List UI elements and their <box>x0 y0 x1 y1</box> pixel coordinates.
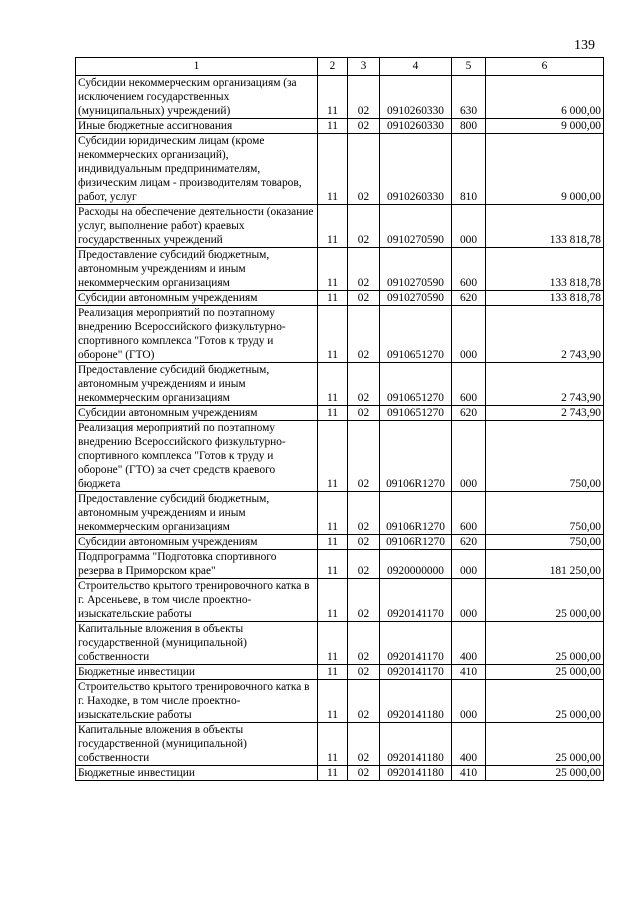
table-row <box>76 421 604 492</box>
row-subsection: 02 <box>348 205 380 248</box>
table-row <box>76 723 604 766</box>
table-row <box>76 579 604 622</box>
row-target-code: 0910260330 <box>380 134 452 205</box>
row-name: Бюджетные инвестиции <box>76 766 318 781</box>
row-name: Подпрограмма "Подготовка спортивного резерва в Приморском крае" <box>76 550 318 579</box>
row-section: 11 <box>318 766 348 781</box>
row-name: Предоставление субсидий бюджетным, автономным учреждениям и иным некоммерческим организациям <box>76 492 318 535</box>
row-expense-type: 620 <box>452 406 486 421</box>
row-name: Субсидии автономным учреждениям <box>76 535 318 550</box>
row-amount: 9 000,00 <box>486 119 604 134</box>
table-row <box>76 205 604 248</box>
row-name: Капитальные вложения в объекты государственной (муниципальной) собственности <box>76 622 318 665</box>
row-name: Субсидии автономным учреждениям <box>76 291 318 306</box>
row-section: 11 <box>318 248 348 291</box>
row-subsection: 02 <box>348 363 380 406</box>
row-target-code: 0910651270 <box>380 406 452 421</box>
row-amount: 750,00 <box>486 535 604 550</box>
row-name: Реализация мероприятий по поэтапному внедрению Всероссийского физкультурно-спортивного комплекса "Готов к труду и обороне" (ГТО) <box>76 306 318 363</box>
row-expense-type: 800 <box>452 119 486 134</box>
row-subsection: 02 <box>348 421 380 492</box>
row-amount: 181 250,00 <box>486 550 604 579</box>
row-target-code: 0920000000 <box>380 550 452 579</box>
row-subsection: 02 <box>348 665 380 680</box>
row-name: Субсидии автономным учреждениям <box>76 406 318 421</box>
row-expense-type: 400 <box>452 723 486 766</box>
row-target-code: 0920141170 <box>380 665 452 680</box>
table-row <box>76 119 604 134</box>
row-amount: 133 818,78 <box>486 248 604 291</box>
row-amount: 25 000,00 <box>486 579 604 622</box>
row-amount: 6 000,00 <box>486 76 604 119</box>
row-amount: 750,00 <box>486 492 604 535</box>
budget-table <box>75 57 604 781</box>
row-subsection: 02 <box>348 550 380 579</box>
table-row <box>76 306 604 363</box>
column-header: 4 <box>380 58 452 76</box>
row-name: Капитальные вложения в объекты государственной (муниципальной) собственности <box>76 723 318 766</box>
column-header: 1 <box>76 58 318 76</box>
row-expense-type: 000 <box>452 421 486 492</box>
row-subsection: 02 <box>348 579 380 622</box>
row-target-code: 0910270590 <box>380 248 452 291</box>
row-subsection: 02 <box>348 535 380 550</box>
header-row <box>76 58 604 76</box>
row-amount: 2 743,90 <box>486 406 604 421</box>
row-section: 11 <box>318 205 348 248</box>
row-amount: 750,00 <box>486 421 604 492</box>
row-target-code: 0920141170 <box>380 622 452 665</box>
row-subsection: 02 <box>348 723 380 766</box>
row-expense-type: 620 <box>452 535 486 550</box>
row-expense-type: 410 <box>452 665 486 680</box>
row-subsection: 02 <box>348 766 380 781</box>
row-section: 11 <box>318 306 348 363</box>
row-name: Предоставление субсидий бюджетным, автономным учреждениям и иным некоммерческим организациям <box>76 363 318 406</box>
row-name: Иные бюджетные ассигнования <box>76 119 318 134</box>
row-subsection: 02 <box>348 622 380 665</box>
row-target-code: 0910260330 <box>380 76 452 119</box>
row-target-code: 0910651270 <box>380 306 452 363</box>
row-expense-type: 810 <box>452 134 486 205</box>
row-amount: 25 000,00 <box>486 622 604 665</box>
column-header: 3 <box>348 58 380 76</box>
row-section: 11 <box>318 492 348 535</box>
row-section: 11 <box>318 291 348 306</box>
table-row <box>76 535 604 550</box>
page-number: 139 <box>574 38 595 53</box>
row-amount: 133 818,78 <box>486 205 604 248</box>
table-row <box>76 134 604 205</box>
row-expense-type: 410 <box>452 766 486 781</box>
row-expense-type: 600 <box>452 248 486 291</box>
row-amount: 9 000,00 <box>486 134 604 205</box>
row-subsection: 02 <box>348 680 380 723</box>
row-name: Субсидии юридическим лицам (кроме некоммерческих организаций), индивидуальным предпринимателям, физическим лицам - производителям товаров, работ, услуг <box>76 134 318 205</box>
row-expense-type: 620 <box>452 291 486 306</box>
row-subsection: 02 <box>348 406 380 421</box>
row-subsection: 02 <box>348 119 380 134</box>
row-expense-type: 000 <box>452 306 486 363</box>
row-expense-type: 000 <box>452 550 486 579</box>
table-row <box>76 363 604 406</box>
row-name: Предоставление субсидий бюджетным, автономным учреждениям и иным некоммерческим организациям <box>76 248 318 291</box>
row-amount: 25 000,00 <box>486 723 604 766</box>
row-section: 11 <box>318 134 348 205</box>
row-amount: 2 743,90 <box>486 363 604 406</box>
table-row <box>76 248 604 291</box>
row-amount: 25 000,00 <box>486 680 604 723</box>
table-row <box>76 680 604 723</box>
row-expense-type: 600 <box>452 363 486 406</box>
row-target-code: 09106R1270 <box>380 492 452 535</box>
row-target-code: 09106R1270 <box>380 535 452 550</box>
row-target-code: 0910260330 <box>380 119 452 134</box>
row-target-code: 0920141180 <box>380 766 452 781</box>
row-name: Расходы на обеспечение деятельности (оказание услуг, выполнение работ) краевых государственных учреждений <box>76 205 318 248</box>
row-expense-type: 600 <box>452 492 486 535</box>
row-target-code: 0920141180 <box>380 723 452 766</box>
row-target-code: 0920141170 <box>380 579 452 622</box>
row-subsection: 02 <box>348 134 380 205</box>
table-row <box>76 665 604 680</box>
row-section: 11 <box>318 665 348 680</box>
row-section: 11 <box>318 76 348 119</box>
table-row <box>76 766 604 781</box>
row-section: 11 <box>318 680 348 723</box>
column-header: 2 <box>318 58 348 76</box>
row-section: 11 <box>318 550 348 579</box>
row-target-code: 09106R1270 <box>380 421 452 492</box>
table-row <box>76 76 604 119</box>
row-expense-type: 400 <box>452 622 486 665</box>
row-target-code: 0910651270 <box>380 363 452 406</box>
row-amount: 25 000,00 <box>486 665 604 680</box>
row-target-code: 0910270590 <box>380 291 452 306</box>
row-amount: 25 000,00 <box>486 766 604 781</box>
row-name: Строительство крытого тренировочного катка в г. Арсеньеве, в том числе проектно-изыскательские работы <box>76 579 318 622</box>
row-section: 11 <box>318 119 348 134</box>
table-row <box>76 406 604 421</box>
row-amount: 133 818,78 <box>486 291 604 306</box>
row-expense-type: 630 <box>452 76 486 119</box>
row-section: 11 <box>318 406 348 421</box>
row-subsection: 02 <box>348 492 380 535</box>
row-expense-type: 000 <box>452 205 486 248</box>
row-section: 11 <box>318 421 348 492</box>
row-subsection: 02 <box>348 306 380 363</box>
row-name: Субсидии некоммерческим организациям (за исключением государственных (муниципальных) учреждений) <box>76 76 318 119</box>
row-expense-type: 000 <box>452 579 486 622</box>
row-subsection: 02 <box>348 248 380 291</box>
row-section: 11 <box>318 363 348 406</box>
table-row <box>76 622 604 665</box>
column-header: 5 <box>452 58 486 76</box>
row-amount: 2 743,90 <box>486 306 604 363</box>
row-target-code: 0920141180 <box>380 680 452 723</box>
row-section: 11 <box>318 622 348 665</box>
row-target-code: 0910270590 <box>380 205 452 248</box>
row-expense-type: 000 <box>452 680 486 723</box>
column-header: 6 <box>486 58 604 76</box>
table-row <box>76 550 604 579</box>
row-name: Строительство крытого тренировочного катка в г. Находке, в том числе проектно-изыскательские работы <box>76 680 318 723</box>
row-subsection: 02 <box>348 76 380 119</box>
table-row <box>76 492 604 535</box>
row-name: Реализация мероприятий по поэтапному внедрению Всероссийского физкультурно-спортивного комплекса "Готов к труду и обороне" (ГТО) за счет средств краевого бюджета <box>76 421 318 492</box>
row-section: 11 <box>318 535 348 550</box>
row-name: Бюджетные инвестиции <box>76 665 318 680</box>
row-subsection: 02 <box>348 291 380 306</box>
row-section: 11 <box>318 579 348 622</box>
row-section: 11 <box>318 723 348 766</box>
table-row <box>76 291 604 306</box>
